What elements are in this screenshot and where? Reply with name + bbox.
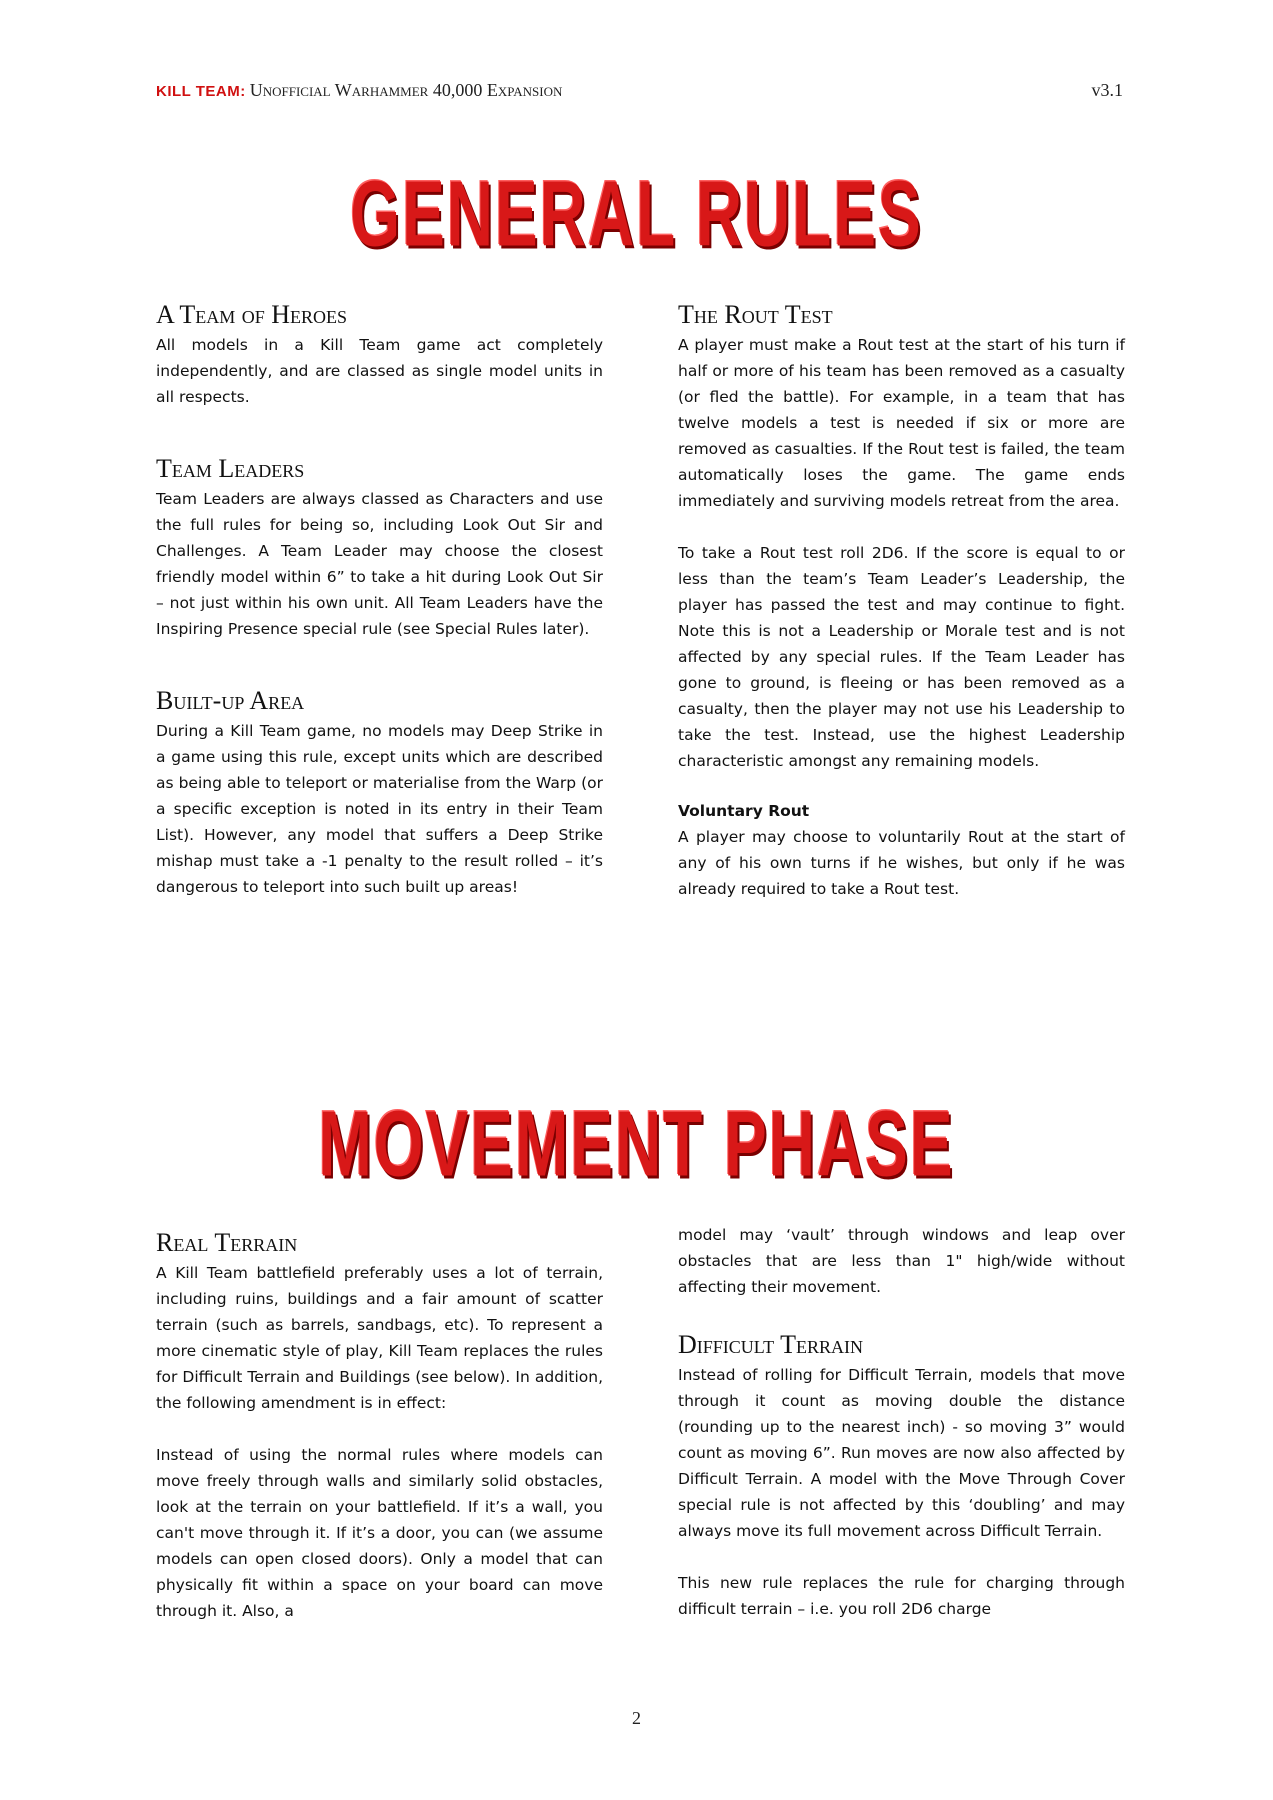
header-version: v3.1: [1091, 80, 1123, 100]
movement-right-column: [678, 1222, 1125, 1622]
page-number: 2: [632, 1708, 641, 1728]
movement-left-column: [156, 1228, 603, 1624]
voluntary-rout-body: A player may choose to voluntarily Rout at the start of any of his own turns if he wishes, but only if he was already required to take a Rout test.: [678, 828, 1125, 898]
real-terrain-body-1: A Kill Team battlefield preferably uses a lot of terrain, including ruins, buildings and a fair amount of scatter terrain (such as barrels, sandbags, etc). To represent a more cinematic style of play, Kill Team replaces the rules for Difficult Terrain and Buildings (see below). In addition, the following amendment is in effect:: [156, 1264, 603, 1412]
real-terrain-body-2: Instead of using the normal rules where models can move freely through walls and similarly solid obstacles, look at the terrain on your battlefield. If it’s a wall, you can't move through it. If it’s a door, you can (we assume models can open closed doors). Only a model that can physically fit within a space on your board can move through it. Also, a: [156, 1446, 603, 1620]
voluntary-rout-heading: Voluntary Rout: [678, 802, 810, 820]
difficult-terrain-heading: Difficult Terrain: [678, 1330, 864, 1359]
built-up-heading: Built-up Area: [156, 686, 305, 715]
difficult-terrain-body-2: This new rule replaces the rule for charging through difficult terrain – i.e. you roll 2D6 charge: [678, 1574, 1125, 1618]
header-subtitle: Unofficial Warhammer 40,000 Expansion: [249, 80, 563, 100]
team-heroes-body: All models in a Kill Team game act completely independently, and are classed as single model units in all respects.: [156, 336, 603, 406]
real-terrain-continued: model may ‘vault’ through windows and leap over obstacles that are less than 1" high/wide without affecting their movement.: [678, 1226, 1125, 1296]
rout-test-body-2: To take a Rout test roll 2D6. If the score is equal to or less than the team’s Team Leader’s Leadership, the player has passed the test and may continue to fight. Note this is not a Leadership or Morale test and is not affected by any special rules. If the Team Leader has gone to ground, is fleeing or has been removed as a casualty, then the player may not use his Leadership to take the test. Instead, use the highest Leadership characteristic amongst any remaining models.: [678, 544, 1125, 770]
team-leaders-body: Team Leaders are always classed as Characters and use the full rules for being so, including Look Out Sir and Challenges. A Team Leader may choose the closest friendly model within 6” to take a hit during Look Out Sir – not just within his own unit. All Team Leaders have the Inspiring Presence special rule (see Special Rules later).: [156, 490, 603, 638]
running-header: [156, 80, 1123, 104]
rout-test-body-1: A player must make a Rout test at the start of his turn if half or more of his team has been removed as a casualty (or fled the battle). For example, in a team that has twelve models a test is needed if six or more are removed as casualties. If the Rout test is failed, the team automatically loses the game. The game ends immediately and surviving models retreat from the area.: [678, 336, 1125, 510]
team-heroes-heading: A Team of Heroes: [156, 300, 348, 329]
real-terrain-heading: Real Terrain: [156, 1228, 298, 1257]
general-left-column: [156, 300, 603, 900]
general-rules-banner: GENERAL RULES: [350, 161, 923, 266]
movement-phase-banner: MOVEMENT PHASE: [318, 1091, 955, 1196]
difficult-terrain-body-1: Instead of rolling for Difficult Terrain, models that move through it count as moving double the distance (rounding up to the nearest inch) - so moving 3” would count as moving 6”. Run moves are now also affected by Difficult Terrain. A model with the Move Through Cover special rule is not affected by this ‘doubling’ and may always move its full movement across Difficult Terrain.: [678, 1366, 1125, 1540]
built-up-body: During a Kill Team game, no models may Deep Strike in a game using this rule, except units which are described as being able to teleport or materialise from the Warp (or a specific exception is noted in its entry in their Team List). However, any model that suffers a Deep Strike mishap must take a -1 penalty to the result rolled – it’s dangerous to teleport into such built up areas!: [156, 722, 603, 896]
rout-test-heading: The Rout Test: [678, 300, 833, 329]
header-kill-team: KILL TEAM:: [156, 83, 246, 100]
general-right-column: [678, 300, 1125, 902]
team-leaders-heading: Team Leaders: [156, 454, 305, 483]
